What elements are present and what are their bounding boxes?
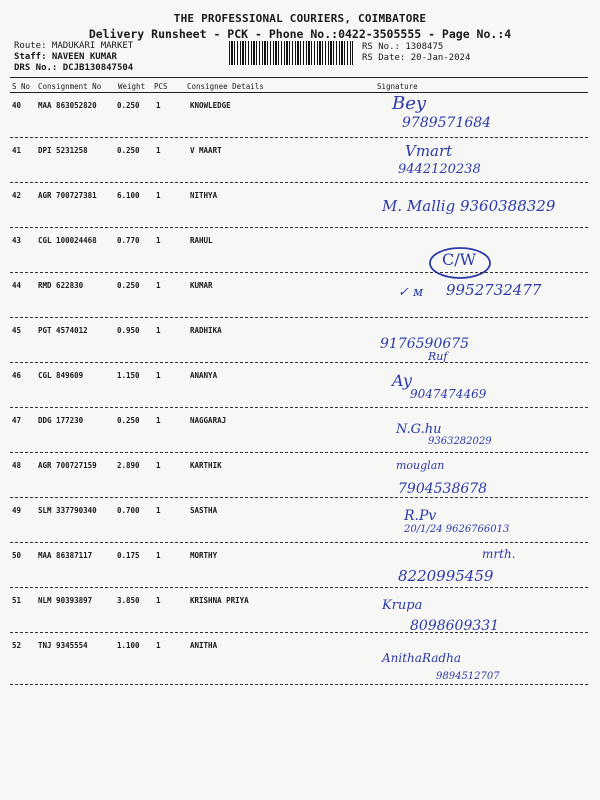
row-weight: 0.700 [117,506,140,515]
table-row [0,363,600,408]
row-weight: 0.250 [117,416,140,425]
row-consignment: AGR 700727159 [38,461,97,470]
signature-scrawl: Bey [392,93,427,114]
header-top-rule [10,77,588,78]
row-weight: 0.250 [117,101,140,110]
row-sno: 42 [12,191,22,200]
col-header-consignment: Consignment No [38,82,102,91]
row-weight: 0.250 [117,146,140,155]
row-consignee: V MAART [190,146,222,155]
row-weight: 1.150 [117,371,140,380]
row-consignment: AGR 700727381 [38,191,97,200]
row-consignment: DPI 5231258 [38,146,88,155]
signature-scrawl: Ruf [428,350,448,363]
row-consignment: PGT 4574012 [38,326,88,335]
col-header-pcs: PCS [154,82,168,91]
row-sno: 47 [12,416,22,425]
row-consignment: NLM 90393897 [38,596,93,605]
row-sno: 46 [12,371,22,380]
rs-number: RS No.: 1308475 [362,42,444,52]
table-row [0,93,600,138]
row-pcs: 1 [156,191,161,200]
table-row [0,543,600,588]
table-row [0,273,600,318]
row-consignee: KARTHIK [190,461,222,470]
row-weight: 3.850 [117,596,140,605]
row-sno: 49 [12,506,22,515]
row-pcs: 1 [156,326,161,335]
signature-phone: C/W [442,250,477,269]
row-sno: 40 [12,101,22,110]
row-consignee: KNOWLEDGE [190,101,231,110]
row-consignee: KRISHNA PRIYA [190,596,249,605]
row-sno: 41 [12,146,22,155]
row-consignment: MAA 86387117 [38,551,93,560]
row-divider [10,684,588,685]
row-weight: 0.770 [117,236,140,245]
table-row [0,408,600,453]
row-pcs: 1 [156,281,161,290]
col-header-signature: Signature [377,82,418,91]
signature-phone: 20/1/24 9626766013 [404,524,510,535]
row-weight: 2.890 [117,461,140,470]
row-weight: 0.175 [117,551,140,560]
runsheet-title: Delivery Runsheet - PCK - Phone No.:0422-3505555 - Page No.:4 [88,27,512,41]
route-label: Route: MADUKARI MARKET [14,41,134,51]
signature-phone: 9047474469 [410,387,487,401]
row-sno: 43 [12,236,22,245]
barcode-image [229,41,353,65]
row-consignment: CGL 849609 [38,371,84,380]
signature-phone: 8098609331 [410,618,500,634]
table-row [0,633,600,685]
row-pcs: 1 [156,146,161,155]
signature-scrawl: Ay [392,371,412,390]
row-pcs: 1 [156,551,161,560]
row-pcs: 1 [156,641,161,650]
row-consignee: RAHUL [190,236,213,245]
row-pcs: 1 [156,416,161,425]
signature-scrawl: mouglan [396,459,445,472]
signature-scrawl: ✓ ᴍ [398,285,424,300]
rs-date: RS Date: 20-Jan-2024 [362,53,471,63]
row-weight: 0.250 [117,281,140,290]
signature-phone: 9894512707 [436,671,500,682]
row-consignee: SASTHA [190,506,218,515]
row-sno: 48 [12,461,22,470]
row-pcs: 1 [156,596,161,605]
row-weight: 1.100 [117,641,140,650]
signature-phone: 7904538678 [398,481,488,497]
signature-scrawl: Krupa [382,598,423,613]
row-consignment: RMD 622830 [38,281,84,290]
signature-phone: 9789571684 [402,115,492,131]
signature-phone: 8220995459 [398,567,494,585]
row-pcs: 1 [156,236,161,245]
row-consignee: ANANYA [190,371,218,380]
row-consignment: SLM 337790340 [38,506,97,515]
row-pcs: 1 [156,506,161,515]
row-sno: 50 [12,551,22,560]
row-consignee: RADHIKA [190,326,222,335]
row-pcs: 1 [156,371,161,380]
signature-phone: 9952732477 [446,281,542,299]
row-sno: 44 [12,281,22,290]
row-pcs: 1 [156,101,161,110]
company-name: THE PROFESSIONAL COURIERS, COIMBATORE [173,12,427,25]
signature-scrawl: N.G.hu [396,422,442,437]
row-sno: 45 [12,326,22,335]
row-consignee: KUMAR [190,281,213,290]
drs-label: DRS No.: DCJB130847504 [14,63,134,73]
row-consignment: TNJ 9345554 [38,641,88,650]
row-sno: 51 [12,596,22,605]
signature-scrawl: mrth. [482,547,516,561]
col-header-weight: Weight [118,82,146,91]
row-consignee: NAGGARAJ [190,416,227,425]
table-row [0,138,600,183]
row-weight: 0.950 [117,326,140,335]
staff-label: Staff: NAVEEN KUMAR [14,52,117,62]
table-row [0,183,600,228]
table-row [0,588,600,633]
table-row [0,453,600,498]
row-sno: 52 [12,641,22,650]
signature-phone: 9176590675 [380,336,470,352]
col-header-consignee: Consignee Details [187,82,264,91]
row-consignment: CGL 100024468 [38,236,97,245]
row-consignee: ANITHA [190,641,218,650]
row-weight: 6.100 [117,191,140,200]
table-row [0,318,600,363]
signature-phone: 9442120238 [398,162,481,177]
table-row [0,498,600,543]
signature-phone: M. Mallig 9360388329 [382,197,556,215]
signature-phone: 9363282029 [428,436,492,447]
row-consignee: NITHYA [190,191,218,200]
signature-scrawl: AnithaRadha [382,651,461,665]
row-consignment: MAA 863052820 [38,101,97,110]
signature-scrawl: Vmart [405,142,453,160]
signature-scrawl: R.Pv [404,508,437,524]
row-consignee: MORTHY [190,551,218,560]
col-header-sno: S No [12,82,31,91]
table-row [0,228,600,273]
row-pcs: 1 [156,461,161,470]
row-consignment: DDG 177230 [38,416,84,425]
